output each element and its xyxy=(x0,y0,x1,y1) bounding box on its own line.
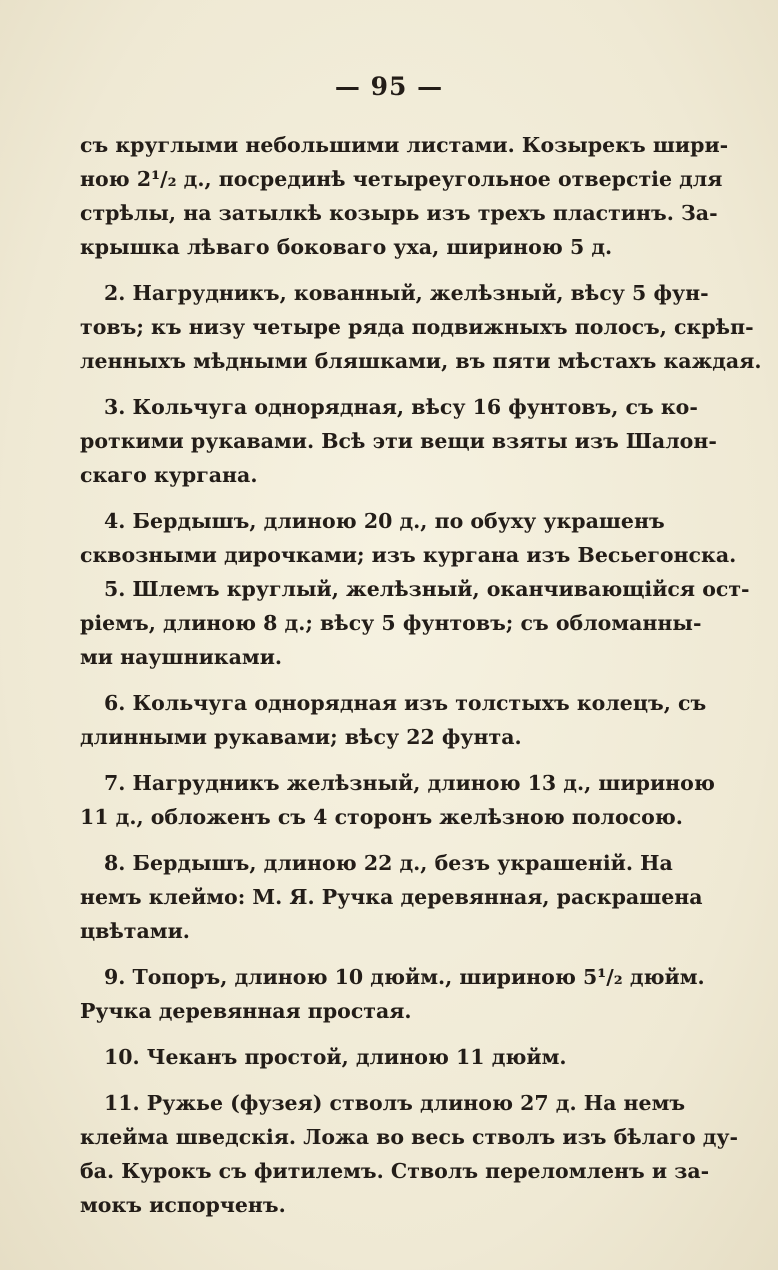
text-line: 3. Кольчуга однорядная, вѣсу 16 фунтовъ, съ ко- xyxy=(104,395,698,419)
paragraph-helmet-continued xyxy=(80,128,729,264)
text-line: 4. Бердышъ, длиною 20 д., по обуху украшенъ xyxy=(104,509,665,533)
text-line: ною 2¹/₂ д., посрединѣ четыреугольное отверстіе для xyxy=(80,167,723,191)
text-line: 5. Шлемъ круглый, желѣзный, оканчивающійся ост- xyxy=(104,577,750,601)
text-line: 6. Кольчуга однорядная изъ толстыхъ колецъ, съ xyxy=(104,691,707,715)
text-line: 2. Нагрудникъ, кованный, желѣзный, вѣсу 5 фун- xyxy=(104,281,709,305)
text-line: 7. Нагрудникъ желѣзный, длиною 13 д., шириною xyxy=(104,771,715,795)
text-line: съ круглыми небольшими листами. Козырекъ шири- xyxy=(80,133,729,157)
text-line: клейма шведскія. Ложа во весь стволъ изъ бѣлаго ду- xyxy=(80,1125,739,1149)
text-line: немъ клеймо: М. Я. Ручка деревянная, раскрашена xyxy=(80,885,703,909)
text-line: ба. Курокъ съ фитилемъ. Стволъ переломленъ и за- xyxy=(80,1159,710,1183)
paragraph-item-11 xyxy=(80,1086,739,1222)
paragraph-item-4 xyxy=(80,504,737,572)
text-line: скаго кургана. xyxy=(80,463,258,487)
paragraph-item-6 xyxy=(80,686,707,754)
paragraph-item-10 xyxy=(80,1040,640,1074)
paragraph-item-8 xyxy=(80,846,703,948)
text-line: крышка лѣваго боковаго уха, шириною 5 д. xyxy=(80,235,613,259)
text-line: ленныхъ мѣдными бляшками, въ пяти мѣстахъ каждая. xyxy=(80,349,762,373)
paragraph-item-2 xyxy=(80,276,762,378)
page-number: — 95 — xyxy=(334,72,444,101)
text-line: роткими рукавами. Всѣ эти вещи взяты изъ Шалон- xyxy=(80,429,717,453)
paragraph-item-9 xyxy=(80,960,705,1028)
text-line: 10. Чеканъ простой, длиною 11 дюйм. xyxy=(104,1045,567,1069)
page-body xyxy=(80,128,762,1222)
text-line: длинными рукавами; вѣсу 22 фунта. xyxy=(80,725,522,749)
text-line: ріемъ, длиною 8 д.; вѣсу 5 фунтовъ; съ обломанны- xyxy=(80,611,702,635)
text-line: Ручка деревянная простая. xyxy=(80,999,412,1023)
text-line: 9. Топоръ, длиною 10 дюйм., шириною 5¹/₂ дюйм. xyxy=(104,965,705,989)
text-line: стрѣлы, на затылкѣ козырь изъ трехъ пластинъ. За- xyxy=(80,201,718,225)
text-line: сквозными дирочками; изъ кургана изъ Весьегонска. xyxy=(80,543,737,567)
text-line: ми наушниками. xyxy=(80,645,283,669)
paragraph-item-7 xyxy=(80,766,715,834)
text-line: товъ; къ низу четыре ряда подвижныхъ полосъ, скрѣп- xyxy=(80,315,754,339)
paragraph-item-5 xyxy=(80,572,750,674)
text-line: 11. Ружье (фузея) стволъ длиною 27 д. На немъ xyxy=(104,1091,686,1115)
paragraph-item-3 xyxy=(80,390,717,492)
text-line: цвѣтами. xyxy=(80,919,190,943)
text-line: мокъ испорченъ. xyxy=(80,1193,286,1217)
text-line: 8. Бердышъ, длиною 22 д., безъ украшеній. На xyxy=(104,851,673,875)
text-line: 11 д., обложенъ съ 4 сторонъ желѣзною полосою. xyxy=(80,805,683,829)
